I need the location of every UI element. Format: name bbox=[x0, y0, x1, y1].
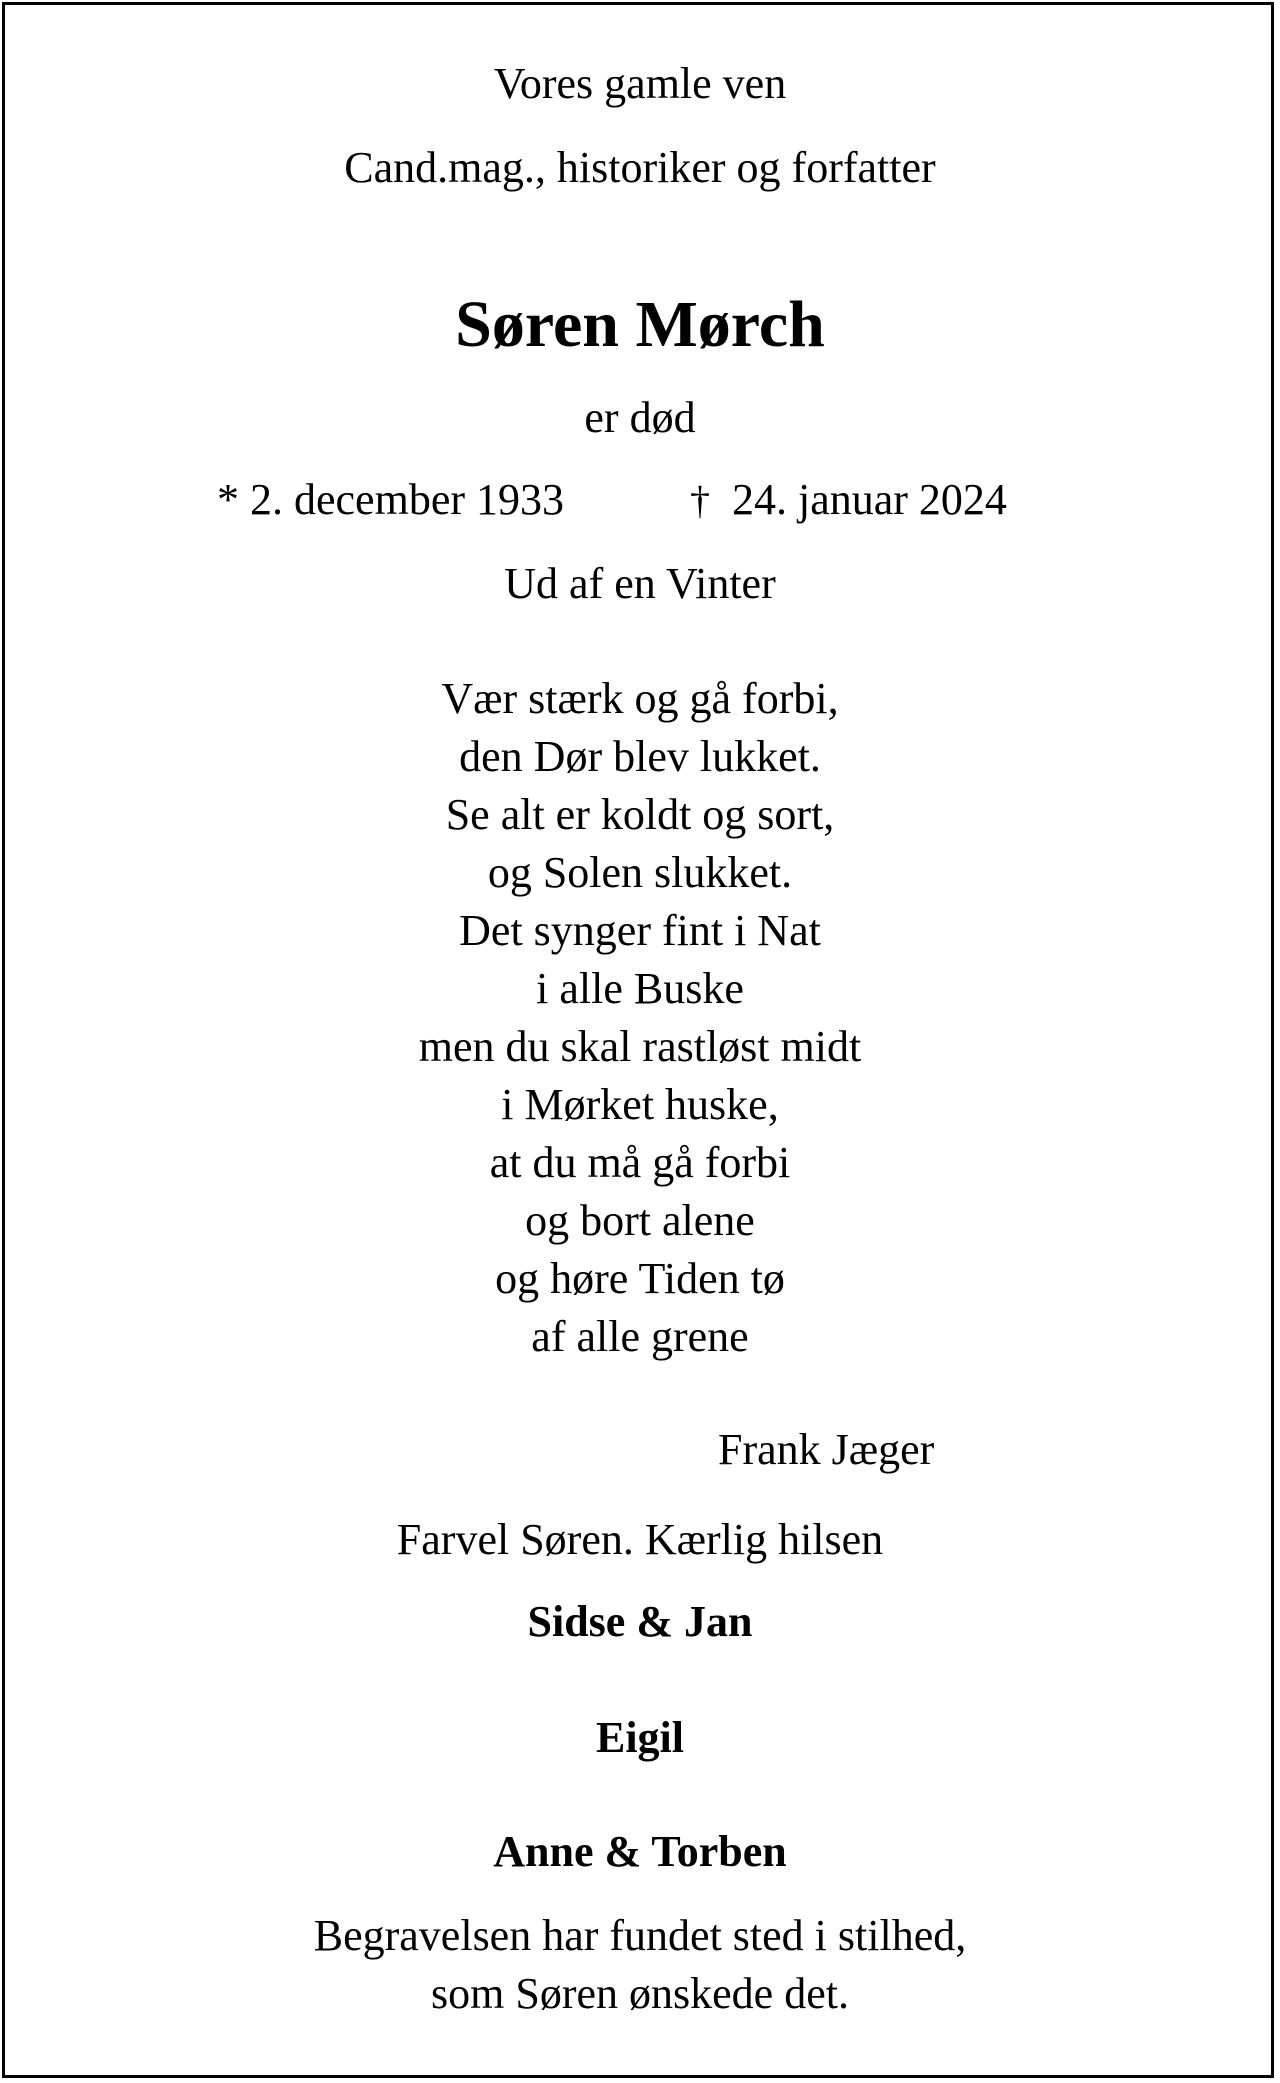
poem-line: Det synger fint i Nat bbox=[459, 906, 821, 955]
poem bbox=[0, 670, 1280, 1366]
poem-line: Vær stærk og gå forbi, bbox=[441, 674, 839, 723]
profession-text: Cand.mag., historiker og forfatter bbox=[344, 143, 936, 192]
poem-line: og bort alene bbox=[525, 1196, 755, 1245]
signer-name: Eigil bbox=[595, 1713, 685, 1762]
farewell-text: Farvel Søren. Kærlig hilsen bbox=[396, 1515, 884, 1564]
death-date-group bbox=[690, 475, 1007, 524]
poem-author: Frank Jæger bbox=[718, 1425, 935, 1474]
birth-date: * 2. december 1933 bbox=[217, 475, 564, 524]
deceased-name: Søren Mørch bbox=[455, 288, 825, 361]
poem-line: i alle Buske bbox=[536, 964, 744, 1013]
poem-line: og høre Tiden tø bbox=[495, 1254, 785, 1303]
poem-line: den Dør blev lukket. bbox=[459, 732, 821, 781]
poem-line: men du skal rastløst midt bbox=[418, 1022, 862, 1071]
death-date: 24. januar 2024 bbox=[732, 475, 1007, 524]
signer-name: Anne & Torben bbox=[493, 1827, 787, 1876]
intro-text: Vores gamle ven bbox=[493, 59, 787, 108]
poem-line: at du må gå forbi bbox=[489, 1138, 791, 1187]
poem-title: Ud af en Vinter bbox=[504, 559, 776, 608]
signer-name: Sidse & Jan bbox=[527, 1597, 753, 1646]
funeral-line: som Søren ønskede det. bbox=[431, 1969, 849, 2018]
funeral-line: Begravelsen har fundet sted i stilhed, bbox=[313, 1911, 967, 1960]
poem-line: i Mørket huske, bbox=[501, 1080, 779, 1129]
poem-line: Se alt er koldt og sort, bbox=[445, 790, 835, 839]
poem-line: af alle grene bbox=[531, 1312, 749, 1361]
cross-icon: † bbox=[690, 478, 710, 523]
status-text: er død bbox=[584, 393, 696, 442]
poem-line: og Solen slukket. bbox=[487, 848, 793, 897]
